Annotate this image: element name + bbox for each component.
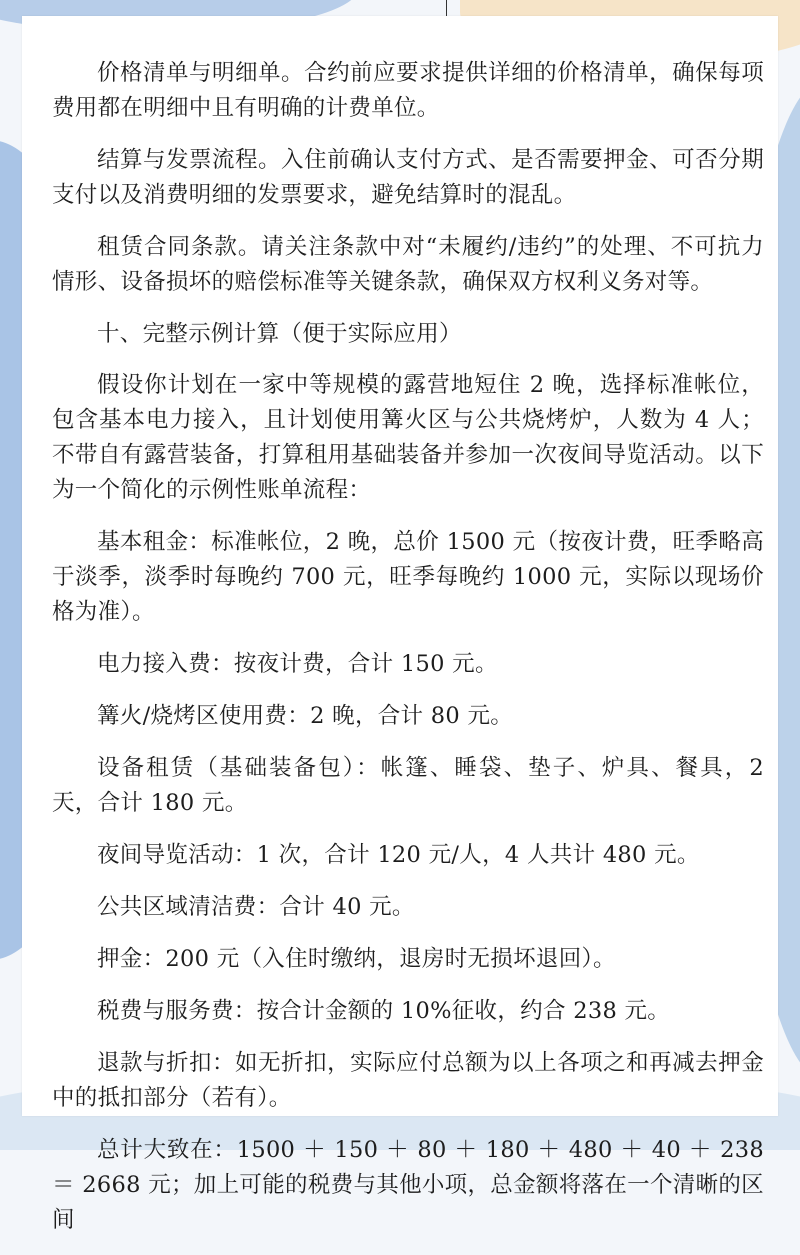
paragraph-scenario: 假设你计划在一家中等规模的露营地短住 2 晚，选择标准帐位，包含基本电力接入，且计划使用篝火区与公共烧烤炉，人数为 4 人；不带自有露营装备，打算租用基础装备并参加一次夜间导览活动。以下为一个简化的示例性账单流程： bbox=[52, 372, 764, 503]
paragraph-price-list: 价格清单与明细单。合约前应要求提供详细的价格清单，确保每项费用都在明细中且有明确的计费单位。 bbox=[52, 60, 764, 121]
paragraph-settlement: 结算与发票流程。入住前确认支付方式、是否需要押金、可否分期支付以及消费明细的发票要求，避免结算时的混乱。 bbox=[52, 147, 764, 208]
document-body bbox=[52, 56, 764, 1255]
section-heading: 十、完整示例计算（便于实际应用） bbox=[97, 321, 462, 347]
paragraph-deposit: 押金：200 元（入住时缴纳，退房时无损坏退回）。 bbox=[97, 946, 616, 972]
paragraph-total: 总计大致在：1500 ＋ 150 ＋ 80 ＋ 180 ＋ 480 ＋ 40 ＋ 238 ＝ 2668 元；加上可能的税费与其他小项，总金额将落在一个清晰的区间 bbox=[52, 1137, 764, 1233]
paragraph-bonfire: 篝火/烧烤区使用费：2 晚，合计 80 元。 bbox=[97, 703, 514, 729]
paragraph-electricity: 电力接入费：按夜计费，合计 150 元。 bbox=[97, 651, 498, 677]
paragraph-cleaning: 公共区域清洁费：合计 40 元。 bbox=[97, 894, 415, 920]
paragraph-tax: 税费与服务费：按合计金额的 10%征收，约合 238 元。 bbox=[97, 998, 671, 1024]
paragraph-lease-terms: 租赁合同条款。请关注条款中对“未履约/违约”的处理、不可抗力情形、设备损坏的赔偿标准等关键条款，确保双方权利义务对等。 bbox=[52, 234, 764, 295]
paragraph-refund: 退款与折扣：如无折扣，实际应付总额为以上各项之和再减去押金中的抵扣部分（若有）。 bbox=[52, 1050, 764, 1111]
paragraph-night-tour: 夜间导览活动：1 次，合计 120 元/人，4 人共计 480 元。 bbox=[97, 842, 700, 868]
paragraph-base-rent: 基本租金：标准帐位，2 晚，总价 1500 元（按夜计费，旺季略高于淡季，淡季时每晚约 700 元，旺季每晚约 1000 元，实际以现场价格为准）。 bbox=[52, 529, 764, 625]
paragraph-equipment: 设备租赁（基础装备包）：帐篷、睡袋、垫子、炉具、餐具，2 天，合计 180 元。 bbox=[52, 755, 764, 816]
document-page bbox=[22, 16, 778, 1233]
